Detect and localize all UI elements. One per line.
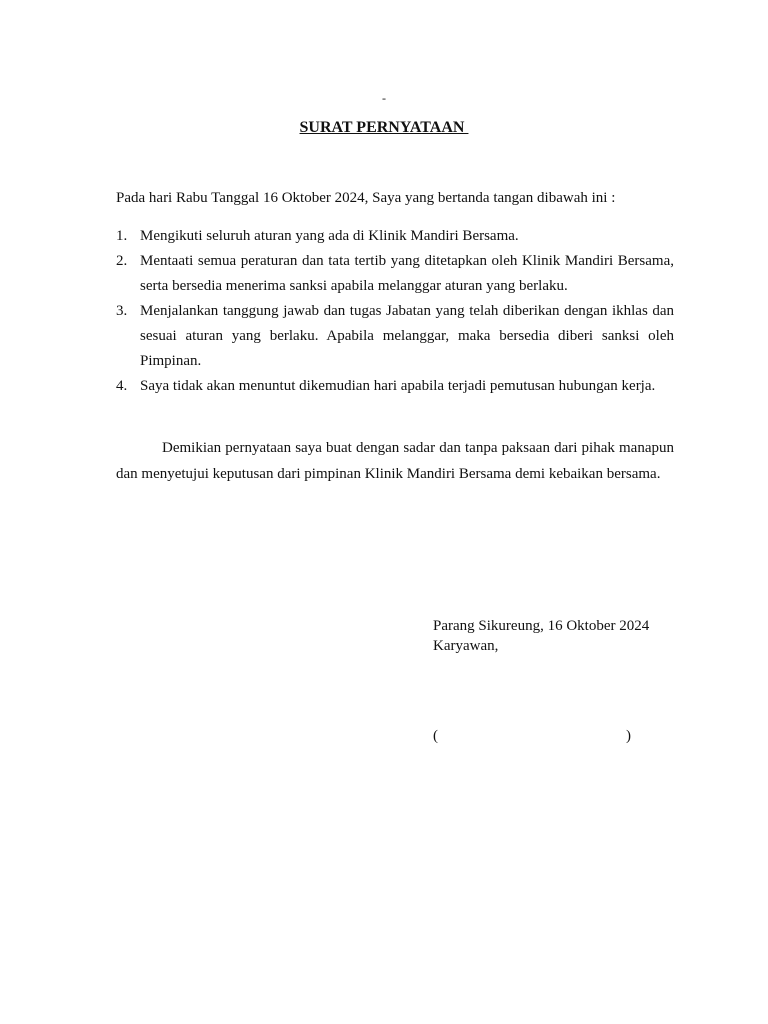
list-item-text: Mengikuti seluruh aturan yang ada di Klinik Mandiri Bersama. — [140, 228, 519, 244]
list-item — [116, 249, 674, 299]
closing-paragraph: Demikian pernyataan saya buat dengan sadar dan tanpa paksaan dari pihak manapun dan menyetujui keputusan dari pimpinan Klinik Mandiri Bersama demi kebaikan bersama. — [116, 440, 674, 482]
list-item-number: 1. — [116, 228, 128, 244]
top-mark: - — [382, 91, 386, 105]
signature-bracket-open: ( — [433, 728, 438, 744]
list-item-text: Menjalankan tanggung jawab dan tugas Jabatan yang telah diberikan dengan ikhlas dan sesuai aturan yang berlaku. Apabila melanggar, maka bersedia diberi sanksi oleh Pimpinan. — [140, 303, 674, 369]
list-item — [116, 299, 674, 374]
signature-bracket-close: ) — [626, 728, 631, 744]
list-item-number: 4. — [116, 378, 128, 394]
list-item — [116, 224, 674, 249]
document-title: SURAT PERNYATAAN — [299, 119, 469, 136]
list-item-number: 2. — [116, 253, 128, 269]
statement-list — [116, 224, 674, 399]
list-item-number: 3. — [116, 303, 128, 319]
place-date: Parang Sikureung, 16 Oktober 2024 — [433, 618, 650, 634]
list-item — [116, 374, 674, 399]
intro-paragraph: Pada hari Rabu Tanggal 16 Oktober 2024, Saya yang bertanda tangan dibawah ini : — [116, 190, 616, 206]
signer-role: Karyawan, — [433, 638, 499, 654]
signature-block — [433, 616, 649, 656]
list-item-text: Saya tidak akan menuntut dikemudian hari apabila terjadi pemutusan hubungan kerja. — [140, 378, 656, 394]
list-item-text: Mentaati semua peraturan dan tata tertib yang ditetapkan oleh Klinik Mandiri Bersama, serta bersedia menerima sanksi apabila melanggar aturan yang berlaku. — [140, 253, 674, 294]
